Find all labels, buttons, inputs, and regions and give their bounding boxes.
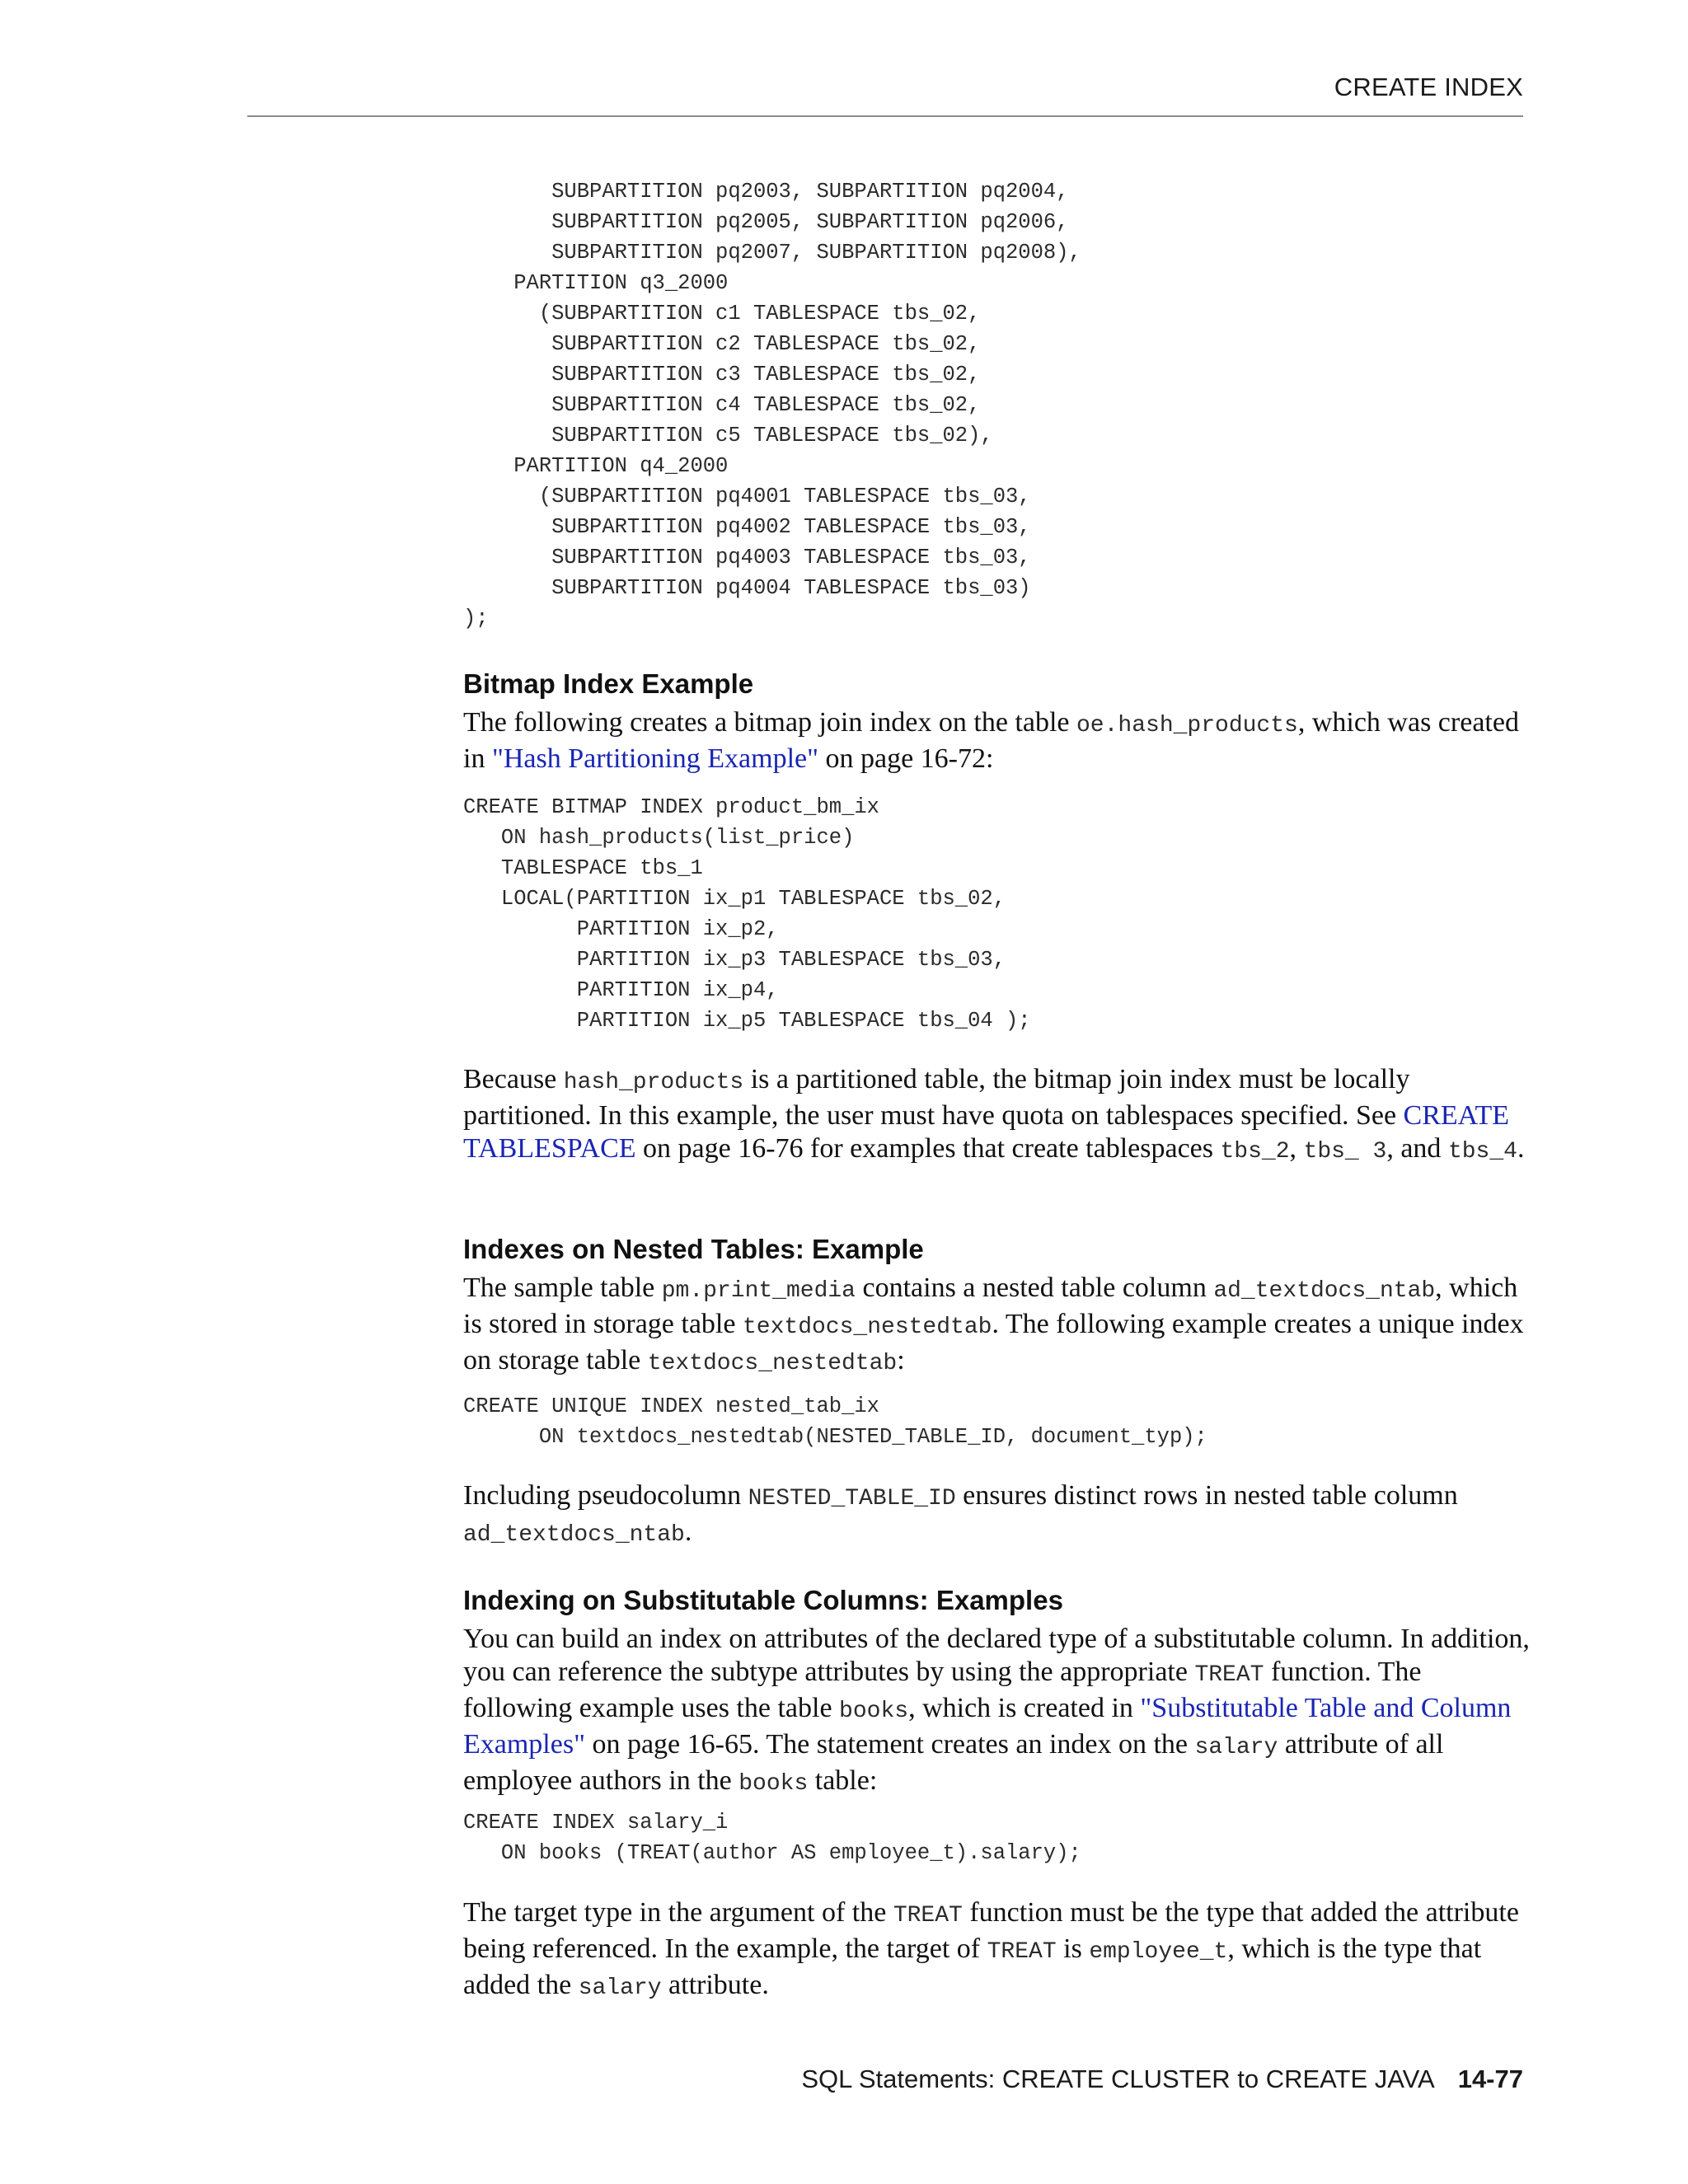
text-run: on page 16-65. The statement creates an index on the <box>584 1729 1195 1760</box>
text-run: The sample table <box>463 1272 662 1303</box>
inline-code: oe.hash_products <box>1076 713 1298 738</box>
inline-code: hash_products <box>563 1070 744 1095</box>
inline-code: salary <box>1194 1735 1278 1760</box>
paragraph-bitmap-intro <box>463 706 1535 776</box>
paragraph-treat-explanation <box>463 1896 1535 2005</box>
paragraph-nested-explanation <box>463 1479 1535 1552</box>
text-run: ensures distinct rows in nested table column <box>955 1480 1458 1511</box>
paragraph-substitutable-intro <box>463 1623 1535 1801</box>
section-heading-substitutable-columns: Indexing on Substitutable Columns: Examples <box>463 1585 1063 1615</box>
text-run: , which is the type that added the <box>463 1933 1482 2000</box>
inline-code: NESTED_TABLE_ID <box>748 1486 956 1511</box>
link-create-tablespace[interactable]: CREATE TABLESPACE <box>463 1100 1509 1164</box>
inline-code: tbs_2 <box>1220 1139 1290 1165</box>
text-run: , which was created in <box>463 707 1519 774</box>
text-run: on page 16-76 for examples that create tablespaces <box>635 1133 1221 1164</box>
paragraph-nested-intro <box>463 1272 1535 1380</box>
text-run: . The following example creates a unique index on storage table <box>463 1309 1524 1376</box>
text-run: The target type in the argument of the <box>463 1897 893 1928</box>
section-heading-bitmap-index: Bitmap Index Example <box>463 668 754 699</box>
text-run: is <box>1056 1933 1090 1964</box>
text-run: . <box>684 1516 692 1547</box>
text-run: function. The following example uses the table <box>463 1657 1422 1723</box>
text-run: , <box>1289 1133 1304 1164</box>
text-run: . <box>1517 1133 1525 1164</box>
page-footer <box>801 2064 1523 2094</box>
text-run: , which is created in <box>908 1693 1141 1723</box>
code-block-create-salary-index: CREATE INDEX salary_i ON books (TREAT(author AS employee_t).salary); <box>463 1811 1081 1865</box>
footer-book-title: SQL Statements: CREATE CLUSTER to CREATE JAVA <box>801 2064 1435 2093</box>
paragraph-bitmap-explanation <box>463 1063 1535 1169</box>
page-number: 14-77 <box>1457 2064 1523 2093</box>
header-rule <box>247 115 1523 117</box>
text-run: , and <box>1386 1133 1448 1164</box>
inline-code: books <box>839 1699 909 1724</box>
code-block-partition-continuation: SUBPARTITION pq2003, SUBPARTITION pq2004, SUBPARTITION pq2005, SUBPARTITION pq2006, SUBPARTITION pq2007, SUBPARTITION pq2008), PARTITION q3_2000 (SUBPARTITION c1 TABLESPACE tbs_02, SUBPARTITION c2 TABLESPACE tbs_02, SUBPARTITION c3 TABLESPACE tbs_02, SUBPARTITION c4 TABLESPACE tbs_02, SUBPARTITION c5 TABLESPACE tbs_02), PARTITION q4_2000 (SUBPARTITION pq4001 TABLESPACE tbs_03, SUBPARTITION pq4002 TABLESPACE tbs_03, SUBPARTITION pq4003 TABLESPACE tbs_03, SUBPARTITION pq4004 TABLESPACE tbs_03) ); <box>463 180 1081 630</box>
text-run: function must be the type that added the attribute being referenced. In the example, the target of <box>463 1897 1519 1964</box>
inline-code: tbs_ 3 <box>1303 1139 1387 1165</box>
link-substitutable-table-examples[interactable]: "Substitutable Table and Column Examples" <box>463 1693 1512 1760</box>
code-block-create-unique-index: CREATE UNIQUE INDEX nested_tab_ix ON textdocs_nestedtab(NESTED_TABLE_ID, document_typ); <box>463 1394 1207 1449</box>
inline-code: salary <box>578 1975 662 2001</box>
text-run: Because <box>463 1064 564 1094</box>
inline-code: textdocs_nestedtab <box>742 1315 992 1340</box>
inline-code: employee_t <box>1089 1939 1228 1965</box>
inline-code: textdocs_nestedtab <box>647 1351 898 1376</box>
link-hash-partitioning-example[interactable]: "Hash Partitioning Example" <box>491 743 818 774</box>
inline-code: TREAT <box>987 1939 1057 1965</box>
code-block-create-bitmap-index: CREATE BITMAP INDEX product_bm_ix ON hash_products(list_price) TABLESPACE tbs_1 LOCAL(PARTITION ix_p1 TABLESPACE tbs_02, PARTITION ix_p2, PARTITION ix_p3 TABLESPACE tbs_03, PARTITION ix_p4, PARTITION ix_p5 TABLESPACE tbs_04 ); <box>463 795 1031 1033</box>
inline-code: ad_textdocs_ntab <box>463 1522 685 1548</box>
text-run: on page 16-72: <box>818 743 994 774</box>
text-run: The following creates a bitmap join index on the table <box>463 707 1076 738</box>
section-heading-nested-tables: Indexes on Nested Tables: Example <box>463 1234 924 1264</box>
text-run: attribute of all employee authors in the <box>463 1729 1444 1796</box>
inline-code: pm.print_media <box>661 1278 856 1304</box>
inline-code: TREAT <box>893 1903 963 1929</box>
text-run: table: <box>808 1765 878 1796</box>
text-run: , which is stored in storage table <box>463 1272 1518 1339</box>
running-header-title: CREATE INDEX <box>1334 73 1523 101</box>
inline-code: books <box>738 1771 809 1797</box>
inline-code: tbs_4 <box>1447 1139 1517 1165</box>
text-run: attribute. <box>661 1970 769 2000</box>
inline-code: TREAT <box>1194 1662 1264 1688</box>
text-run: Including pseudocolumn <box>463 1480 748 1511</box>
text-run: : <box>897 1345 905 1376</box>
text-run: You can build an index on attributes of the declared type of a substitutable column. In addition, you can reference the subtype attributes by using the appropriate <box>463 1624 1530 1687</box>
inline-code: ad_textdocs_ntab <box>1213 1278 1436 1304</box>
text-run: is a partitioned table, the bitmap join index must be locally partitioned. In this example, the user must have quota on tablespaces specified. See <box>463 1064 1410 1131</box>
text-run: contains a nested table column <box>856 1272 1214 1303</box>
